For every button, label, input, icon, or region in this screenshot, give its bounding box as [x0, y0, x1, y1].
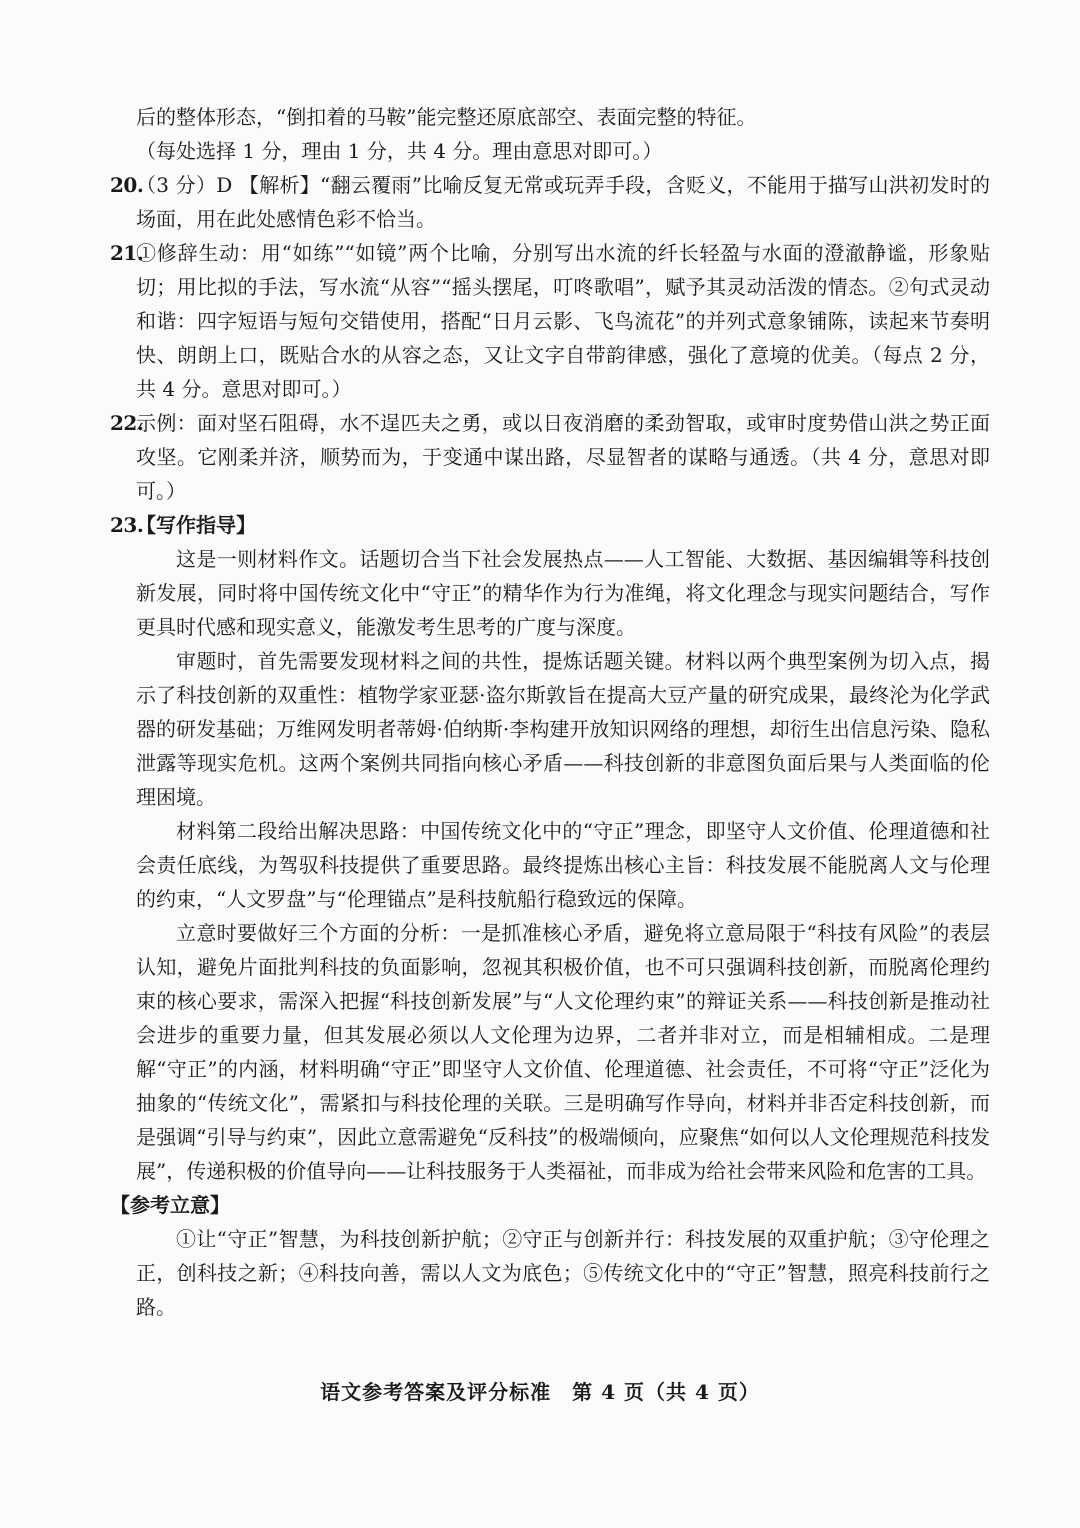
reference-paragraph: ①让“守正”智慧，为科技创新护航；②守正与创新并行：科技发展的双重护航；③守伦理之正，创科技之新；④科技向善，需以人文为底色；⑤传统文化中的“守正”智慧，照亮科技前行之路。 — [136, 1227, 990, 1319]
question-20 — [110, 168, 990, 236]
question-answer: ①修辞生动：用“如练”“如镜”两个比喻，分别写出水流的纤长轻盈与水面的澄澈静谧，形象贴切；用比拟的手法，写水流“从容”“摇头摆尾，叮咚歌唱”，赋予其灵动活泼的情态。②句式灵动和谐：四字短语与短句交错使用，搭配“日月云影、飞鸟流花”的并列式意象铺陈，读起来节奏明快、朗朗上口，既贴合水的从容之态，又让文字自带韵律感，强化了意境的优美。（每点 2 分，共 4 分。意思对即可。） — [136, 241, 990, 401]
guidance-paragraph: 立意时要做好三个方面的分析：一是抓准核心矛盾，避免将立意局限于“科技有风险”的表层认知，避免片面批判科技的负面影响，忽视其积极价值，也不可只强调科技创新，而脱离伦理约束的核心要求，需深入把握“科技创新发展”与“人文伦理约束”的辩证关系——科技创新是推动社会进步的重要力量，但其发展必须以人文伦理为边界，二者并非对立，而是相辅相成。二是理解“守正”的内涵，材料明确“守正”即坚守人文价值、伦理道德、社会责任，不可将“守正”泛化为抽象的“传统文化”，需紧扣与科技伦理的关联。三是明确写作导向，材料并非否定科技创新，而是强调“引导与约束”，因此立意需避免“反科技”的极端倾向，应聚焦“如何以人文伦理规范科技发展”，传递积极的价值导向——让科技服务于人类福祉，而非成为给社会带来风险和危害的工具。 — [136, 921, 990, 1183]
answer-content — [110, 100, 990, 1324]
guidance-paragraph: 这是一则材料作文。话题切合当下社会发展热点——人工智能、大数据、基因编辑等科技创新发展，同时将中国传统文化中“守正”的精华作为行为准绳，将文化理念与现实问题结合，写作更具时代感和现实意义，能激发考生思考的广度与深度。 — [136, 547, 990, 639]
reference-heading: 【参考立意】 — [110, 1193, 230, 1217]
continuation-line: 后的整体形态，“倒扣着的马鞍”能完整还原底部空、表面完整的特征。 — [136, 105, 757, 129]
question-number: 23. — [110, 513, 144, 537]
question-21 — [110, 236, 990, 406]
scoring-note: （每处选择 1 分，理由 1 分，共 4 分。理由意思对即可。） — [136, 139, 663, 163]
question-answer: （3 分）D 【解析】“翻云覆雨”比喻反复无常或玩弄手段，含贬义，不能用于描写山洪初发时的场面，用在此处感情色彩不恰当。 — [136, 173, 990, 231]
question-number: 20. — [110, 173, 144, 197]
question-22 — [110, 406, 990, 508]
question-23 — [110, 508, 990, 542]
guidance-paragraph: 审题时，首先需要发现材料之间的共性，提炼话题关键。材料以两个典型案例为切入点，揭示了科技创新的双重性：植物学家亚瑟·盗尔斯敦旨在提高大豆产量的研究成果，最终沦为化学武器的研发基础；万维网发明者蒂姆·伯纳斯·李构建开放知识网络的理想，却衍生出信息污染、隐私泄露等现实危机。这两个案例共同指向核心矛盾——科技创新的非意图负面后果与人类面临的伦理困境。 — [136, 649, 990, 809]
page-footer: 语文参考答案及评分标准 第 4 页（共 4 页） — [320, 1380, 760, 1404]
question-number: 21. — [110, 241, 144, 265]
question-answer: 示例：面对坚石阻碍，水不逞匹夫之勇，或以日夜消磨的柔劲智取，或审时度势借山洪之势正面攻坚。它刚柔并济，顺势而为，于变通中谋出路，尽显智者的谋略与通透。（共 4 分，意思对即可。） — [136, 411, 990, 503]
guidance-paragraph: 材料第二段给出解决思路：中国传统文化中的“守正”理念，即坚守人文价值、伦理道德和社会责任底线，为驾驭科技提供了重要思路。最终提炼出核心主旨：科技发展不能脱离人文与伦理的约束，“人文罗盘”与“伦理锚点”是科技航船行稳致远的保障。 — [136, 819, 990, 911]
question-number: 22. — [110, 411, 144, 435]
section-heading: 【写作指导】 — [136, 513, 256, 537]
